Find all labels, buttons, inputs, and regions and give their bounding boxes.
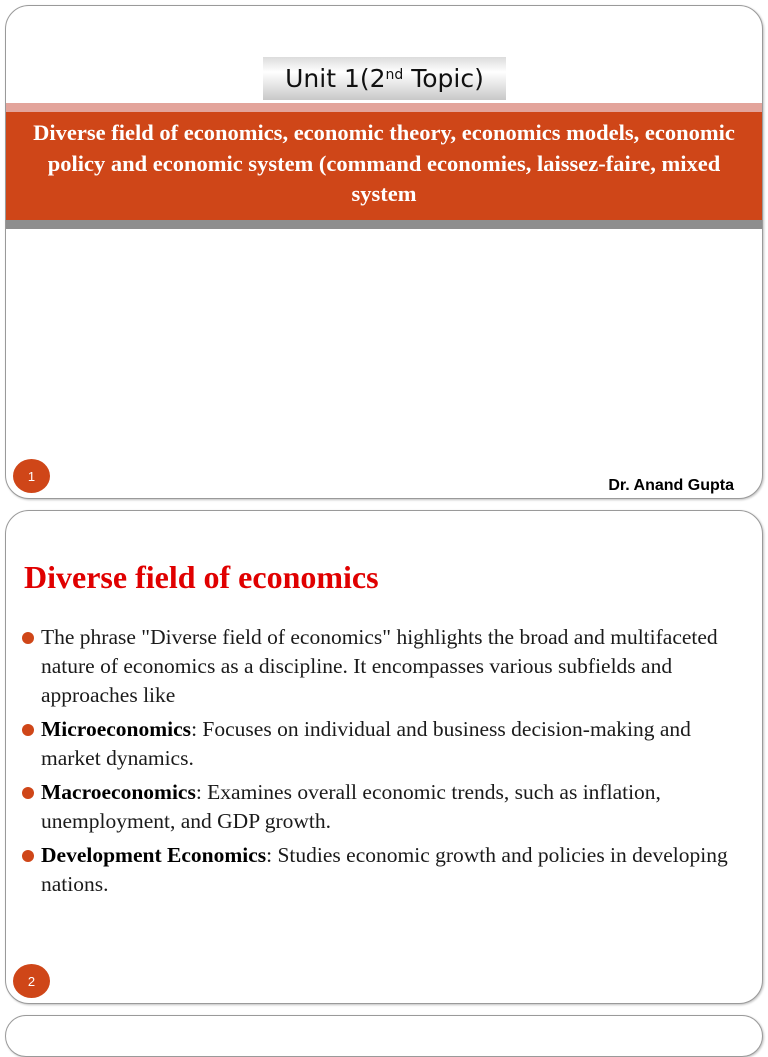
bullet-text: : Examines overall economic trends, such as inflation, unemployment, and GDP growth. — [41, 780, 661, 833]
bullet-item — [20, 715, 748, 773]
bullet-dot-icon — [22, 724, 34, 736]
bullet-dot-icon — [22, 787, 34, 799]
bullet-text: The phrase "Diverse field of economics" highlights the broad and multifaceted nature of economics as a discipline. It encompasses various subfields and approaches like — [41, 625, 718, 707]
subtitle-banner — [6, 112, 762, 220]
page-number-badge: 2 — [13, 964, 50, 998]
slide-3-partial — [5, 1015, 763, 1057]
bullet-term: Macroeconomics — [41, 780, 196, 804]
bullet-dot-icon — [22, 850, 34, 862]
author-name: Dr. Anand Gupta — [608, 477, 734, 494]
bullet-item — [20, 841, 748, 899]
subtitle-text: Diverse field of economics, economic theory, economics models, economic policy and economic system (command economies, laissez-faire, mixed system — [33, 120, 735, 206]
slide-heading: Diverse field of economics — [24, 559, 379, 595]
page-number-badge: 1 — [13, 459, 50, 493]
bullet-item — [20, 778, 748, 836]
bullet-text: : Focuses on individual and business decision-making and market dynamics. — [41, 717, 691, 770]
slide-2 — [5, 510, 763, 1004]
unit-title-prefix: Unit 1(2 — [285, 64, 386, 93]
bullet-item — [20, 623, 748, 710]
unit-title-superscript: nd — [385, 66, 404, 83]
unit-title — [263, 57, 506, 100]
unit-title-suffix: Topic) — [403, 64, 484, 93]
bullet-text: : Studies economic growth and policies in developing nations. — [41, 843, 728, 896]
bullet-dot-icon — [22, 632, 34, 644]
bullet-term: Microeconomics — [41, 717, 192, 741]
title-band-gray — [6, 220, 762, 229]
bullet-term: Development Economics — [41, 843, 267, 867]
bullet-list — [20, 623, 748, 904]
title-band-light — [6, 103, 762, 112]
slide-1 — [5, 5, 763, 499]
